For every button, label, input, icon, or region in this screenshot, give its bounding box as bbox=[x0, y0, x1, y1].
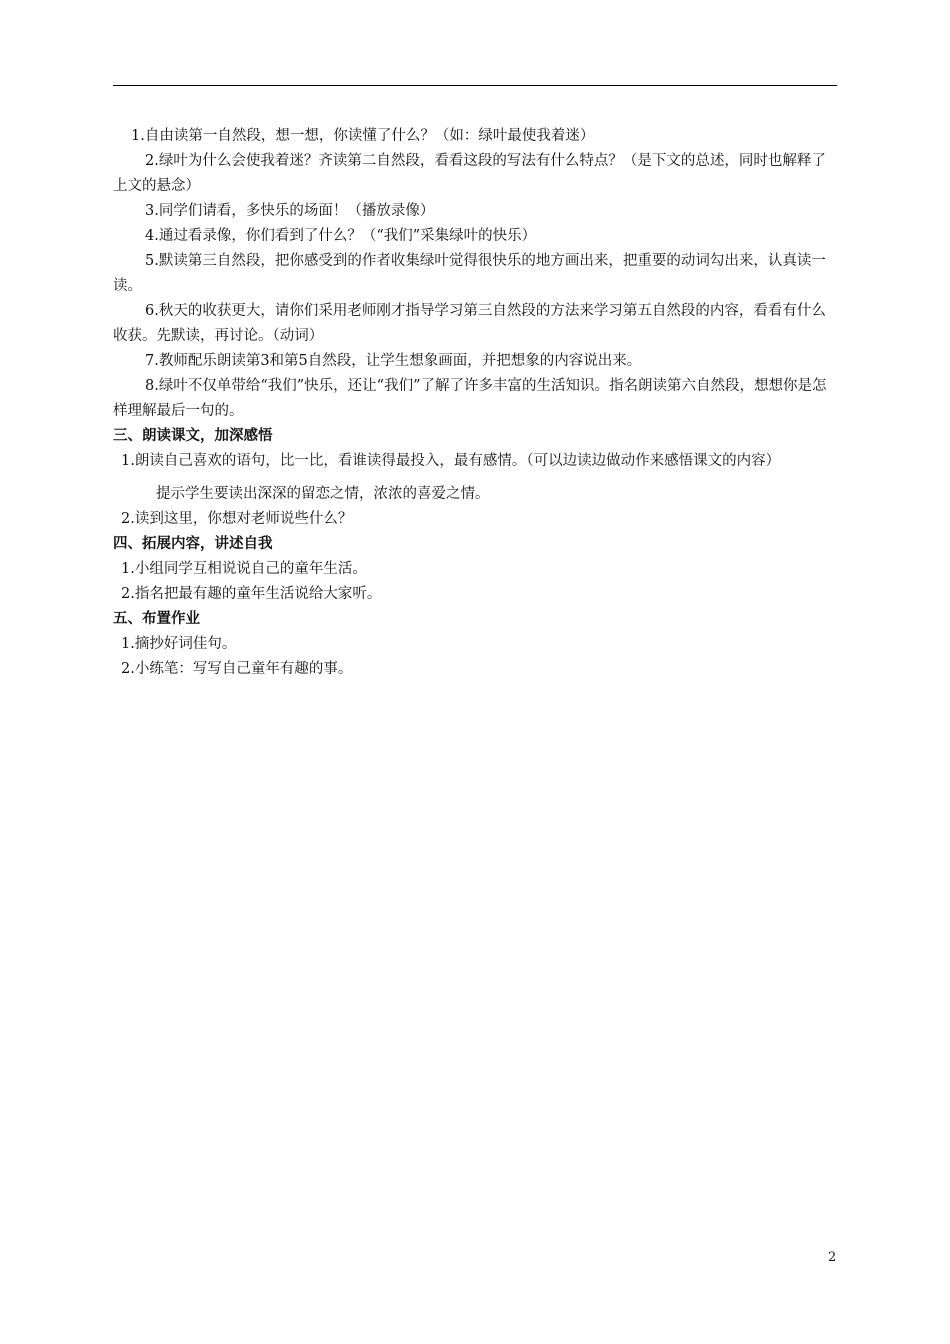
list-item: 5.默读第三自然段，把你感受到的作者收集绿叶觉得很快乐的地方画出来，把重要的动词勾出来，认真读一读。 bbox=[113, 253, 826, 294]
list-item: 3.同学们请看，多快乐的场面！（播放录像） bbox=[145, 203, 435, 219]
list-item: 2.小练笔：写写自己童年有趣的事。 bbox=[121, 661, 353, 677]
section-heading: 四、拓展内容，讲述自我 bbox=[113, 536, 273, 552]
list-item: 2.指名把最有趣的童年生活说给大家听。 bbox=[121, 586, 382, 602]
list-item: 1.小组同学互相说说自己的童年生活。 bbox=[121, 561, 367, 577]
page-number: 2 bbox=[828, 1250, 837, 1265]
list-item: 1.朗读自己喜欢的语句，比一比，看谁读得最投入，最有感情。（可以边读边做动作来感悟课文的内容） bbox=[121, 453, 781, 469]
section-heading: 五、布置作业 bbox=[113, 611, 200, 627]
header-rule bbox=[113, 85, 837, 86]
list-item: 6.秋天的收获更大，请你们采用老师刚才指导学习第三自然段的方法来学习第五自然段的内容，看看有什么收获。先默读，再讨论。（动词） bbox=[113, 303, 826, 344]
list-item: 8.绿叶不仅单带给“我们”快乐，还让“我们”了解了许多丰富的生活知识。指名朗读第六自然段，想想你是怎样理解最后一句的。 bbox=[113, 378, 827, 419]
list-item: 1.摘抄好词佳句。 bbox=[121, 636, 237, 652]
list-item: 7.教师配乐朗读第3和第5自然段，让学生想象画面，并把想象的内容说出来。 bbox=[145, 353, 642, 369]
section-heading: 三、朗读课文，加深感悟 bbox=[113, 428, 273, 444]
list-item: 1.自由读第一自然段，想一想，你读懂了什么？（如：绿叶最使我着迷） bbox=[131, 128, 595, 144]
list-item: 2.读到这里，你想对老师说些什么？ bbox=[121, 511, 353, 527]
document-body bbox=[113, 124, 837, 682]
list-item: 4.通过看录像，你们看到了什么？（“我们”采集绿叶的快乐） bbox=[145, 228, 537, 244]
list-item: 2.绿叶为什么会使我着迷？齐读第二自然段，看看这段的写法有什么特点？（是下文的总述，同时也解释了上文的悬念） bbox=[113, 153, 826, 194]
note-text: 提示学生要读出深深的留恋之情，浓浓的喜爱之情。 bbox=[156, 486, 490, 502]
